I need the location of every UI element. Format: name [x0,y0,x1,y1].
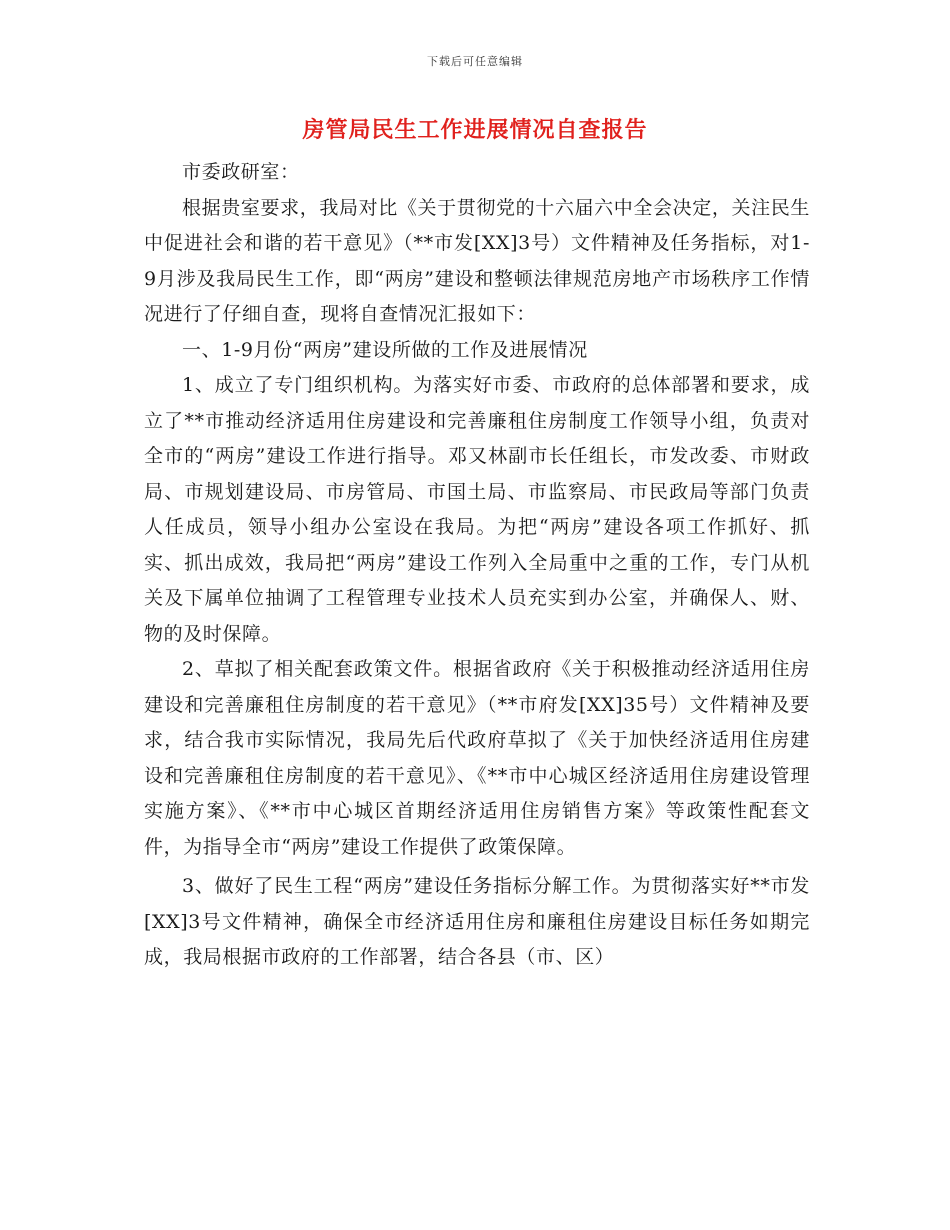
section-heading: 一、1-9月份“两房”建设所做的工作及进展情况 [182,338,588,361]
paragraph-item-1: 1、成立了专门组织机构。为落实好市委、市政府的总体部署和要求，成立了**市推动经济适用住房建设和完善廉租住房制度工作领导小组，负责对全市的“两房”建设工作进行指导。邓又林副市长任组长，市发改委、市财政局、市规划建设局、市房管局、市国土局、市监察局、市民政局等部门负责人任成员，领导小组办公室设在我局。为把“两房”建设各项工作抓好、抓实、抓出成效，我局把“两房”建设工作列入全局重中之重的工作，专门从机关及下属单位抽调了工程管理专业技术人员充实到办公室，并确保人、财、物的及时保障。 [144,374,810,645]
paragraph-item-2: 2、草拟了相关配套政策文件。根据省政府《关于积极推动经济适用住房建设和完善廉租住房制度的若干意见》（**市府发[XX]35号）文件精神及要求，结合我市实际情况，我局先后代政府草拟了《关于加快经济适用住房建设和完善廉租住房制度的若干意见》、《**市中心城区经济适用住房建设管理实施方案》、《**市中心城区首期经济适用住房销售方案》等政策性配套文件，为指导全市“两房”建设工作提供了政策保障。 [144,658,810,858]
paragraph-intro: 根据贵室要求，我局对比《关于贯彻党的十六届六中全会决定，关注民生中促进社会和谐的若干意见》（**市发[XX]3号）文件精神及任务指标，对1-9月涉及我局民生工作，即“两房”建设和整顿法律规范房地产市场秩序工作情况进行了仔细自查，现将自查情况汇报如下： [144,196,810,325]
salutation: 市委政研室： [182,161,300,183]
paragraph-item-3: 3、做好了民生工程“两房”建设任务指标分解工作。为贯彻落实好**市发[XX]3号文件精神，确保全市经济适用住房和廉租住房建设目标任务如期完成，我局根据市政府的工作部署，结合各县（市、区） [144,875,810,968]
document-body [144,155,810,976]
page-header: 下载后可任意编辑 [427,55,523,68]
document-title: 房管局民生工作进展情况自查报告 [302,117,648,143]
